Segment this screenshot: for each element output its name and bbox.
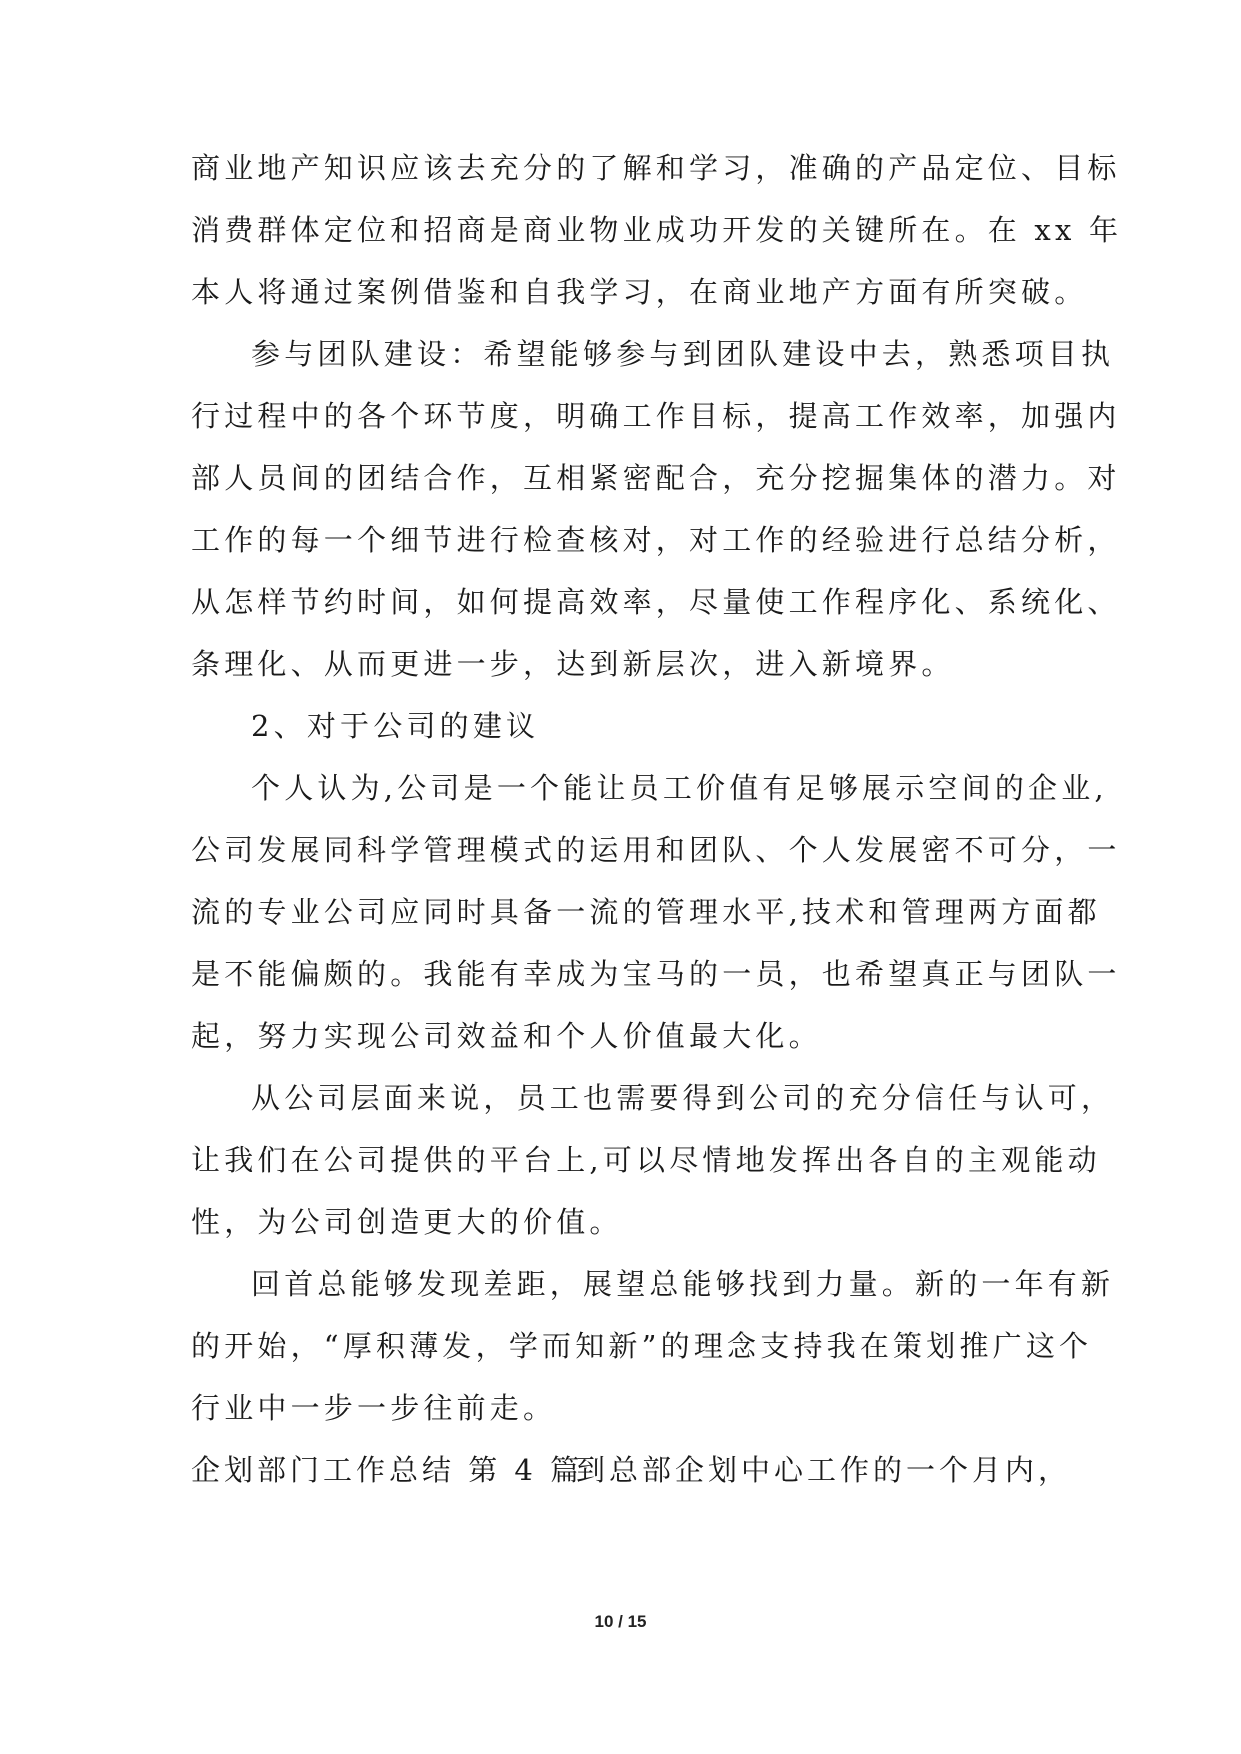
paragraph-line: 公司发展同科学管理模式的运用和团队、个人发展密不可分，一 — [191, 833, 1121, 867]
paragraph-line: 条理化、从而更进一步，达到新层次，进入新境界。 — [191, 647, 955, 681]
paragraph-line: 部人员间的团结合作，互相紧密配合，充分挖掘集体的潜力。对 — [191, 461, 1121, 495]
paragraph-line: 参与团队建设：希望能够参与到团队建设中去，熟悉项目执 — [251, 337, 1115, 371]
section-heading: 2、对于公司的建议 — [251, 709, 540, 743]
next-article-line — [191, 1439, 1071, 1501]
paragraph-line: 性，为公司创造更大的价值。 — [191, 1205, 623, 1239]
paragraph-line: 的开始，“厚积薄发，学而知新”的理念支持我在策划推广这个 — [191, 1329, 1093, 1363]
paragraph-line: 让我们在公司提供的平台上,可以尽情地发挥出各自的主观能动 — [191, 1143, 1101, 1177]
paragraph-line: 起，努力实现公司效益和个人价值最大化。 — [191, 1019, 822, 1053]
paragraph-line: 消费群体定位和招商是商业物业成功开发的关键所在。在 xx 年 — [191, 213, 1123, 247]
paragraph-line: 商业地产知识应该去充分的了解和学习，准确的产品定位、目标 — [191, 151, 1121, 185]
paragraph-line: 工作的每一个细节进行检查核对，对工作的经验进行总结分析， — [191, 523, 1121, 557]
paragraph-line: 行过程中的各个环节度，明确工作目标，提高工作效率，加强内 — [191, 399, 1121, 433]
paragraph-line: 本人将通过案例借鉴和自我学习，在商业地产方面有所突破。 — [191, 275, 1088, 309]
paragraph-line: 回首总能够发现差距，展望总能够找到力量。新的一年有新 — [251, 1267, 1115, 1301]
next-article-start: 到总部企划中心工作的一个月内， — [575, 1453, 1071, 1487]
next-article-title: 企划部门工作总结 第 4 篇 — [191, 1453, 584, 1487]
paragraph-line: 从公司层面来说，员工也需要得到公司的充分信任与认可， — [251, 1081, 1115, 1115]
paragraph-line: 从怎样节约时间，如何提高效率，尽量使工作程序化、系统化、 — [191, 585, 1121, 619]
page-number: 10 / 15 — [594, 1612, 647, 1631]
paragraph-line: 个人认为,公司是一个能让员工价值有足够展示空间的企业, — [251, 771, 1108, 805]
paragraph-line: 行业中一步一步往前走。 — [191, 1391, 557, 1425]
paragraph-line: 流的专业公司应同时具备一流的管理水平,技术和管理两方面都 — [191, 895, 1101, 929]
paragraph-line: 是不能偏颇的。我能有幸成为宝马的一员，也希望真正与团队一 — [191, 957, 1121, 991]
